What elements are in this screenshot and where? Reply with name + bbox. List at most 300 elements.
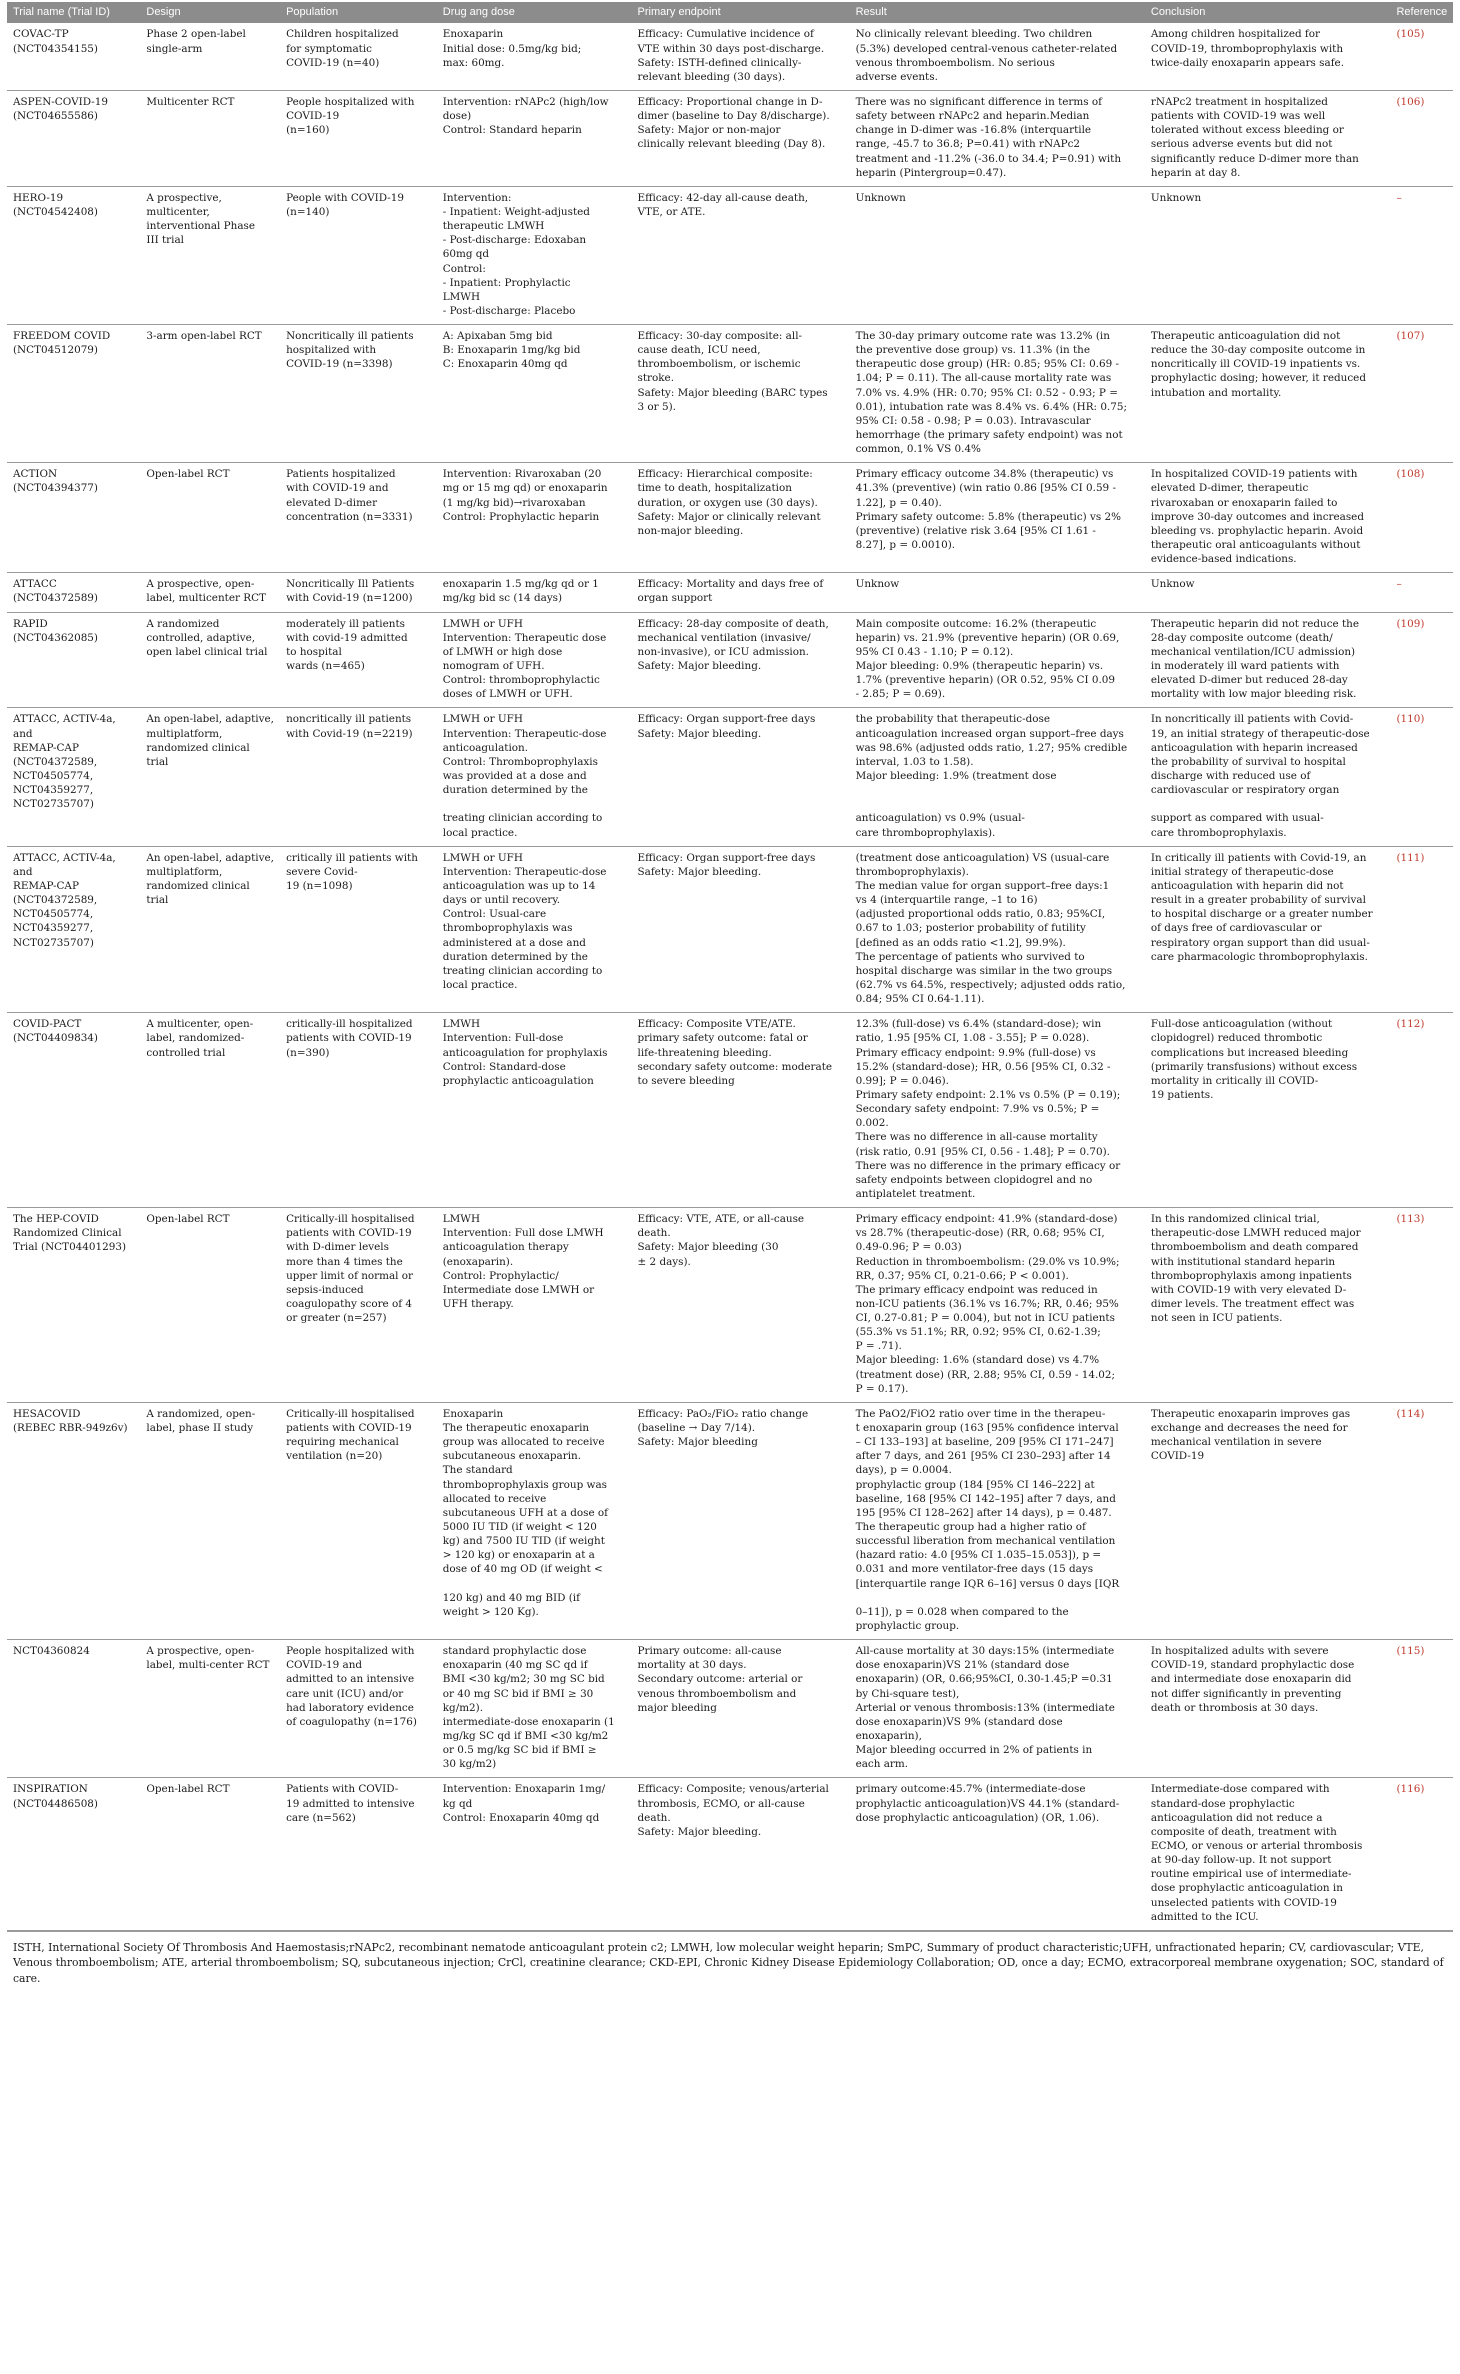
- cell-line: Safety: Major bleeding (BARC types: [637, 386, 828, 399]
- cell-line: 19 (n=1098): [286, 879, 353, 892]
- cell-line: interventional Phase: [146, 220, 256, 233]
- cell-line: intubation and mortality.: [1150, 386, 1282, 399]
- cell-line: (hazard ratio: 4.0 [95% CI 1.035–15.053]), p =: [855, 1549, 1102, 1562]
- cell-line: 19 admitted to intensive: [286, 1797, 415, 1810]
- cell-line: was 98.6% (adjusted odds ratio, 1.27; 95% credible: [855, 741, 1128, 754]
- cell-line: the probability of survival to hospital: [1150, 755, 1346, 768]
- cell-line: The standard: [442, 1464, 513, 1477]
- cell-line: Open-label RCT: [146, 1783, 230, 1796]
- cell-line: adverse events.: [855, 70, 938, 83]
- cell-line: 95% CI 0.43 - 1.10; P = 0.12).: [855, 645, 1014, 658]
- cell-line: severe Covid-: [286, 865, 358, 878]
- cell-line: subcutaneous enoxaparin.: [442, 1450, 582, 1463]
- cell-conclusion: [1145, 186, 1391, 324]
- cell-trial: [7, 1640, 140, 1778]
- cell-line: - Post-discharge: Placebo: [442, 304, 576, 317]
- cell-line: prophylactic dosing; however, it reduced: [1150, 372, 1366, 385]
- cell-design: [140, 186, 280, 324]
- cell-trial: [7, 1013, 140, 1208]
- cell-line: requiring mechanical: [286, 1436, 399, 1449]
- cell-line: LMWH: [442, 290, 481, 303]
- reference-link[interactable]: (108): [1390, 463, 1453, 573]
- cell-line: Control: Usual-care: [442, 908, 547, 921]
- cell-line: dose prophylactic anticoagulation) (OR, 1.06).: [855, 1811, 1100, 1824]
- cell-line: In critically ill patients with Covid-19, an: [1150, 851, 1367, 864]
- cell-trial: [7, 612, 140, 708]
- cell-line: label, randomized-: [146, 1032, 245, 1045]
- cell-line: Efficacy: Proportional change in D-: [637, 95, 823, 108]
- cell-line: UFH therapy.: [442, 1297, 514, 1310]
- cell-line: 0.031 and more ventilator-free days (15 days: [855, 1563, 1094, 1576]
- cell-line: noncritically ill patients: [286, 713, 412, 726]
- cell-line: Multicenter RCT: [146, 95, 235, 108]
- cell-line: Secondary safety endpoint: 7.9% vs 0.5%; P =: [855, 1103, 1100, 1116]
- cell-line: dose enoxaparin)VS 21% (standard dose: [855, 1659, 1070, 1672]
- cell-trial: [7, 325, 140, 463]
- cell-line: local practice.: [442, 978, 518, 991]
- cell-population: [280, 23, 437, 90]
- cell-line: anticoagulation) vs 0.9% (usual-: [855, 812, 1025, 825]
- cell-line: In hospitalized adults with severe: [1150, 1645, 1329, 1658]
- cell-line: Intervention: Full dose LMWH: [442, 1227, 604, 1240]
- reference-link[interactable]: (111): [1390, 846, 1453, 1013]
- cell-line: Trial (NCT04401293): [13, 1241, 127, 1254]
- table-row: [7, 1778, 1453, 1930]
- cell-line: (5.3%) developed central-venous catheter-related: [855, 42, 1118, 55]
- cell-endpoint: [632, 708, 850, 846]
- cell-line: Major bleeding: 0.9% (therapeutic heparin) vs.: [855, 660, 1104, 673]
- cell-line: 41.3% (preventive) (win ratio 0.86 [95% CI 0.59 -: [855, 482, 1116, 495]
- table-row: [7, 1013, 1453, 1208]
- reference-link[interactable]: (115): [1390, 1640, 1453, 1778]
- cell-line: 0.84; 95% CI 0.64-1.11).: [855, 993, 985, 1006]
- cell-line: 0.002.: [855, 1117, 889, 1130]
- cell-line: time to death, hospitalization: [637, 482, 792, 495]
- cell-line: Control: Thromboprophylaxis: [442, 755, 598, 768]
- cell-line: The 30-day primary outcome rate was 13.2% (in: [855, 330, 1110, 343]
- cell-line: t enoxaparin group (163 [95% confidence interval: [855, 1422, 1119, 1435]
- cell-drug: [437, 1402, 632, 1639]
- cell-line: dose): [442, 110, 472, 123]
- cell-line: ACTION (NCT04394377): [13, 468, 98, 495]
- cell-line: ASPEN-COVID-19: [13, 95, 108, 108]
- cell-line: rNAPc2 treatment in hospitalized: [1150, 95, 1328, 108]
- col-header-reference: Reference: [1390, 2, 1453, 23]
- cell-line: A: Apixaban 5mg bid: [442, 330, 553, 343]
- cell-line: (treatment dose anticoagulation) VS (usual-care: [855, 851, 1110, 864]
- table-body: [7, 23, 1453, 1930]
- cell-line: Safety: Major bleeding.: [637, 1825, 762, 1838]
- cell-line: therapeutic dose group) (HR: 0.85; 95% CI: 0.69 -: [855, 358, 1120, 371]
- cell-line: cause death, ICU need,: [637, 344, 761, 357]
- cell-line: Patients with COVID-: [286, 1783, 399, 1796]
- cell-line: 3 or 5).: [637, 400, 676, 413]
- cell-line: Major bleeding: 1.6% (standard dose) vs 4.7%: [855, 1354, 1100, 1367]
- cell-line: (n=160): [286, 124, 330, 137]
- cell-line: mg/kg bid sc (14 days): [442, 592, 563, 605]
- cell-line: There was no significant difference in terms of: [855, 95, 1102, 108]
- cell-line: Patients hospitalized: [286, 468, 396, 481]
- cell-line: each arm.: [855, 1758, 909, 1771]
- cell-drug: [437, 1778, 632, 1930]
- cell-line: improve 30-day outcomes and increased: [1150, 510, 1364, 523]
- reference-link[interactable]: (114): [1390, 1402, 1453, 1639]
- cell-population: [280, 1640, 437, 1778]
- reference-link[interactable]: (109): [1390, 612, 1453, 708]
- cell-result: [850, 23, 1145, 90]
- cell-line: NCT02735707): [13, 798, 94, 811]
- cell-line: at 90-day follow-up. It not support: [1150, 1854, 1332, 1867]
- cell-line: respiratory organ support than did usual-: [1150, 936, 1370, 949]
- cell-line: Main composite outcome: 16.2% (therapeutic: [855, 617, 1097, 630]
- cell-line: serious adverse events but did not: [1150, 138, 1333, 151]
- cell-line: Primary efficacy endpoint: 41.9% (standard-dose): [855, 1213, 1118, 1226]
- cell-line: Intervention: Therapeutic-dose: [442, 727, 607, 740]
- cell-line: safety between rNAPc2 and heparin.Median: [855, 110, 1090, 123]
- cell-line: 1.22], p = 0.40).: [855, 496, 942, 509]
- cell-line: Unknown: [1150, 191, 1202, 204]
- cell-line: randomized clinical trial: [146, 741, 250, 768]
- cell-line: allocated to receive: [442, 1492, 547, 1505]
- cell-line: complications but increased bleeding: [1150, 1046, 1349, 1059]
- cell-line: (62.7% vs 64.5%, respectively; adjusted odds ratio,: [855, 978, 1126, 991]
- cell-line: standard prophylactic dose: [442, 1645, 587, 1658]
- cell-line: thromboprophylaxis group was: [442, 1478, 607, 1491]
- cell-line: Noncritically Ill Patients: [286, 578, 415, 591]
- cell-line: patients with COVID-19: [286, 1032, 412, 1045]
- cell-line: intermediate-dose enoxaparin (1: [442, 1715, 615, 1728]
- cell-line: 7.0% vs. 4.9% (HR: 0.70; 95% CI: 0.52 - 0.93; P =: [855, 386, 1118, 399]
- cell-line: 95% CI: 0.58 - 0.98; P = 0.03). Intravascular: [855, 414, 1091, 427]
- cell-design: [140, 90, 280, 186]
- cell-line: Efficacy: Composite VTE/ATE.: [637, 1018, 796, 1031]
- cell-line: hemorrhage (the primary safety endpoint) was not: [855, 429, 1123, 442]
- cell-conclusion: [1145, 573, 1391, 612]
- table-row: [7, 1402, 1453, 1639]
- cell-line: secondary safety outcome: moderate: [637, 1060, 833, 1073]
- cell-drug: [437, 708, 632, 846]
- cell-line: administered at a dose and: [442, 936, 586, 949]
- cell-line: 8.27], p = 0.0010).: [855, 539, 956, 552]
- cell-line: for symptomatic: [286, 42, 372, 55]
- cell-line: Efficacy: 28-day composite of death,: [637, 617, 829, 630]
- cell-line: nomogram of UFH.: [442, 660, 545, 673]
- cell-line: duration determined by the: [442, 784, 588, 797]
- cell-line: noncritically ill COVID-19 inpatients vs.: [1150, 358, 1361, 371]
- col-header-conclusion: Conclusion: [1145, 2, 1391, 23]
- cell-line: Unknown: [855, 191, 906, 204]
- cell-line: admitted to an intensive: [286, 1673, 415, 1686]
- cell-line: ATTACC, ACTIV-4a, and: [13, 851, 116, 878]
- cell-line: thromboprophylaxis).: [855, 865, 969, 878]
- cell-line: Efficacy: Cumulative incidence of: [637, 28, 814, 41]
- footnote-line: thromboembolism; ATE, arterial thromboembolism; SQ, subcutaneous injection; CrCl, creatinine clearance; CKD-EPI, Chronic Kidney Disease Epidemiology Collaboration; OD, once a day; ECMO, extracorporeal membrane oxygenation; SOC, standard of care.: [13, 1956, 1444, 1986]
- col-header-endpoint: Primary endpoint: [632, 2, 850, 23]
- cell-line: initial strategy of therapeutic-dose: [1150, 865, 1334, 878]
- cell-line: safety endpoints between clopidogrel and no: [855, 1173, 1093, 1186]
- cell-line: prophylactic anticoagulation)VS 44.1% (standard-: [855, 1797, 1120, 1810]
- cell-line: COVID-PACT: [13, 1018, 82, 1031]
- reference-link[interactable]: (112): [1390, 1013, 1453, 1208]
- table-row: [7, 186, 1453, 324]
- cell-line: Unknow: [855, 578, 900, 591]
- cell-line: anticoagulation therapy: [442, 1241, 569, 1254]
- cell-line: kg qd: [442, 1797, 473, 1810]
- cell-line: common, 0.1% VS 0.4%: [855, 443, 981, 456]
- cell-line: Primary safety outcome: 5.8% (therapeutic) vs 2%: [855, 510, 1122, 523]
- reference-link[interactable]: (113): [1390, 1208, 1453, 1403]
- cell-line: enoxaparin 1.5 mg/kg qd or 1: [442, 578, 599, 591]
- cell-line: P = .71).: [855, 1340, 902, 1353]
- cell-result: [850, 1013, 1145, 1208]
- cell-line: Children hospitalized: [286, 28, 399, 41]
- cell-line: more than 4 times the: [286, 1255, 403, 1268]
- cell-line: mechanical ventilation in severe: [1150, 1436, 1322, 1449]
- cell-line: – CI 133–193] at baseline, 209 [95% CI 171–247]: [855, 1436, 1114, 1449]
- cell-line: Safety: Major bleeding.: [637, 660, 762, 673]
- cell-line: - Inpatient: Prophylactic: [442, 276, 571, 289]
- cell-line: (preventive) (relative risk 3.64 [95% CI 1.61 -: [855, 524, 1096, 537]
- cell-design: [140, 573, 280, 612]
- cell-line: Therapeutic heparin did not reduce the: [1150, 617, 1360, 630]
- cell-line: - Inpatient: Weight-adjusted: [442, 205, 590, 218]
- cell-line: Intervention: Rivaroxaban (20: [442, 468, 602, 481]
- cell-line: A randomized, open-: [146, 1407, 256, 1420]
- cell-line: upper limit of normal or: [286, 1269, 414, 1282]
- cell-line: non-major bleeding.: [637, 524, 744, 537]
- cell-line: randomized clinical trial: [146, 879, 250, 907]
- cell-line: mortality with low major bleeding risk.: [1150, 688, 1357, 701]
- cell-line: enoxaparin) (OR, 0.66;95%CI, 0.30-1.45;P =0.31: [855, 1673, 1113, 1686]
- cell-line: duration, or oxygen use (30 days).: [637, 496, 818, 509]
- cell-line: result in a greater probability of survival: [1150, 894, 1366, 907]
- cell-trial: [7, 1402, 140, 1639]
- cell-line: hospitalized with: [286, 344, 377, 357]
- cell-line: (REBEC RBR-949z6v): [13, 1422, 128, 1435]
- cell-line: LMWH or UFH: [442, 617, 523, 630]
- cell-line: thromboembolism, or ischemic: [637, 358, 801, 371]
- cell-conclusion: [1145, 612, 1391, 708]
- cell-line: A prospective, open-: [146, 1645, 255, 1658]
- cell-line: 19, an initial strategy of therapeutic-dose: [1150, 727, 1370, 740]
- cell-line: (55.3% vs 51.1%; RR, 0.92; 95% CI, 0.62-1.39;: [855, 1326, 1101, 1339]
- cell-line: Initial dose: 0.5mg/kg bid;: [442, 42, 582, 55]
- cell-line: NCT04359277,: [13, 922, 94, 935]
- cell-line: (n=390): [286, 1046, 330, 1059]
- cell-drug: [437, 463, 632, 573]
- cell-line: with COVID-19 and: [286, 482, 389, 495]
- cell-line: Efficacy: Composite; venous/arterial: [637, 1783, 829, 1796]
- cell-line: clopidogrel) reduced thrombotic: [1150, 1032, 1323, 1045]
- cell-line: ATTACC (NCT04372589): [13, 578, 98, 605]
- reference-link[interactable]: (110): [1390, 708, 1453, 846]
- cell-line: 0.67 to 1.03; posterior probability of futility: [855, 922, 1086, 935]
- cell-line: [856, 1591, 1139, 1605]
- cell-line: Efficacy: Hierarchical composite:: [637, 468, 813, 481]
- cell-line: Major bleeding occurred in 2% of patients in: [855, 1744, 1093, 1757]
- cell-drug: [437, 90, 632, 186]
- cell-line: [443, 1577, 626, 1591]
- cell-line: An open-label, adaptive,: [146, 851, 274, 864]
- cell-line: not differ significantly in preventing: [1150, 1687, 1342, 1700]
- cell-line: the probability that therapeutic-dose: [855, 713, 1051, 726]
- cell-line: twice-daily enoxaparin appears safe.: [1150, 56, 1344, 69]
- cell-line: Primary safety endpoint: 2.1% vs 0.5% (P = 0.19);: [855, 1088, 1121, 1101]
- cell-line: Intervention: Therapeutic dose: [442, 631, 607, 644]
- cell-line: days), p = 0.0004.: [855, 1464, 952, 1477]
- cell-line: dimer levels. The treatment effect was: [1150, 1297, 1355, 1310]
- cell-line: (primarily transfusions) without excess: [1150, 1060, 1358, 1073]
- table-footnote: [7, 1931, 1453, 1987]
- cell-drug: [437, 1013, 632, 1208]
- cell-line: doses of LMWH or UFH.: [442, 688, 573, 701]
- cell-design: [140, 1402, 280, 1639]
- cell-conclusion: [1145, 708, 1391, 846]
- cell-design: [140, 1013, 280, 1208]
- cell-drug: [437, 1208, 632, 1403]
- cell-line: 28-day composite outcome (death/: [1150, 631, 1333, 644]
- cell-line: BMI <30 kg/m2; 30 mg SC bid: [442, 1673, 605, 1686]
- cell-endpoint: [632, 1778, 850, 1930]
- cell-line: COVAC-TP: [13, 28, 69, 41]
- cell-line: A prospective, open-: [146, 578, 255, 591]
- cell-conclusion: [1145, 1402, 1391, 1639]
- cell-endpoint: [632, 612, 850, 708]
- cell-line: patients with COVID-19: [286, 1227, 412, 1240]
- cell-trial: [7, 463, 140, 573]
- cell-line: venous thromboembolism. No serious: [855, 56, 1055, 69]
- cell-line: (NCT04354155): [13, 42, 98, 55]
- cell-line: exchange and decreases the need for: [1150, 1422, 1348, 1435]
- cell-line: care (n=562): [286, 1811, 356, 1824]
- cell-line: anticoagulation.: [442, 741, 529, 754]
- cell-line: 0.01), intubation rate was 8.4% vs. 6.4% (HR: 0.75;: [855, 400, 1127, 413]
- cell-line: treating clinician according to: [442, 812, 603, 825]
- cell-line: care pharmacologic thromboprophylaxis.: [1150, 950, 1368, 963]
- reference-link[interactable]: (107): [1390, 325, 1453, 463]
- cell-conclusion: [1145, 463, 1391, 573]
- cell-line: heparin) vs. 21.9% (preventive heparin) (OR 0.69,: [855, 631, 1120, 644]
- cell-population: [280, 325, 437, 463]
- cell-line: (risk ratio, 0.91 [95% CI, 0.56 - 1.48]; P = 0.70).: [855, 1145, 1110, 1158]
- cell-line: LMWH or UFH: [442, 713, 523, 726]
- cell-line: COVID-19 and: [286, 1659, 363, 1672]
- cell-endpoint: [632, 1208, 850, 1403]
- cell-line: ECMO, or venous or arterial thrombosis: [1150, 1839, 1363, 1852]
- cell-trial: [7, 90, 140, 186]
- cell-line: ± 2 days).: [637, 1255, 691, 1268]
- cell-line: after 7 days, and 261 [95% CI 230–293] after 14: [855, 1450, 1111, 1463]
- cell-line: The HEP-COVID: [13, 1213, 99, 1226]
- cell-line: All-cause mortality at 30 days:15% (intermediate: [855, 1645, 1115, 1658]
- cell-line: (NCT04372589,: [13, 894, 98, 907]
- cell-line: VTE within 30 days post-discharge.: [637, 42, 825, 55]
- cell-result: [850, 1208, 1145, 1403]
- cell-line: tolerated without excess bleeding or: [1150, 124, 1344, 137]
- cell-line: [defined as an odds ratio <1.2], 99.9%).: [855, 936, 1066, 949]
- cell-line: mortality at 30 days.: [637, 1659, 747, 1672]
- cell-line: Intermediate-dose compared with: [1150, 1783, 1330, 1796]
- cell-line: mg or 15 mg qd) or enoxaparin: [442, 482, 608, 495]
- cell-line: major bleeding: [637, 1701, 717, 1714]
- cell-line: moderately ill patients: [286, 617, 405, 630]
- page: [7, 0, 1453, 1987]
- cell-line: interval, 1.03 to 1.58).: [855, 755, 974, 768]
- cell-line: Control: Prophylactic/: [442, 1269, 559, 1282]
- cell-trial: [7, 846, 140, 1013]
- cell-line: subcutaneous UFH at a dose of: [442, 1506, 609, 1519]
- cell-endpoint: [632, 846, 850, 1013]
- cell-conclusion: [1145, 1778, 1391, 1930]
- cell-conclusion: [1145, 846, 1391, 1013]
- cell-endpoint: [632, 325, 850, 463]
- cell-line: 0.49-0.96; P = 0.03): [855, 1241, 962, 1254]
- cell-line: RAPID (NCT04362085): [13, 617, 98, 644]
- cell-line: prophylactic group (184 [95% CI 146–222] at: [855, 1478, 1095, 1491]
- cell-drug: [437, 23, 632, 90]
- reference-link[interactable]: (106): [1390, 90, 1453, 186]
- cell-result: [850, 325, 1145, 463]
- cell-endpoint: [632, 1402, 850, 1639]
- cell-line: mechanical ventilation/ICU admission): [1150, 645, 1356, 658]
- cell-line: P = 0.17).: [855, 1382, 909, 1395]
- cell-line: An open-label, adaptive,: [146, 713, 274, 726]
- cell-line: controlled trial: [146, 1046, 226, 1059]
- cell-line: A randomized: [146, 617, 220, 630]
- cell-population: [280, 1013, 437, 1208]
- cell-population: [280, 612, 437, 708]
- cell-population: [280, 573, 437, 612]
- cell-line: life-threatening bleeding.: [637, 1046, 772, 1059]
- cell-line: Intermediate dose LMWH or: [442, 1283, 595, 1296]
- cell-line: Primary efficacy outcome 34.8% (therapeutic) vs: [855, 468, 1114, 481]
- cell-line: (NCT04512079): [13, 344, 98, 357]
- cell-line: Control: Enoxaparin 40mg qd: [442, 1811, 600, 1824]
- cell-line: reduce the 30-day composite outcome in: [1150, 344, 1366, 357]
- cell-line: local practice.: [442, 826, 518, 839]
- cell-line: Among children hospitalized for: [1150, 28, 1321, 41]
- cell-line: (NCT04542408): [13, 205, 98, 218]
- cell-line: dose of 40 mg OD (if weight <: [442, 1563, 603, 1576]
- cell-line: (1 mg/kg bid)→rivaroxaban: [442, 496, 586, 509]
- cell-line: No clinically relevant bleeding. Two children: [855, 28, 1093, 41]
- reference-link[interactable]: (116): [1390, 1778, 1453, 1930]
- cell-line: REMAP-CAP: [13, 879, 79, 892]
- cell-line: therapeutic-dose LMWH reduced major: [1150, 1227, 1361, 1240]
- cell-line: wards (n=465): [286, 660, 365, 673]
- cell-line: People with COVID-19: [286, 191, 404, 204]
- table-row: [7, 1640, 1453, 1778]
- cell-line: Unknow: [1150, 578, 1195, 591]
- cell-line: Efficacy: Organ support-free days: [637, 851, 816, 864]
- cell-line: Safety: Major bleeding.: [637, 727, 762, 740]
- cell-line: NCT04505774,: [13, 908, 94, 921]
- cell-line: or 40 mg SC bid if BMI ≥ 30: [442, 1687, 594, 1700]
- cell-line: venous thromboembolism and: [637, 1687, 797, 1700]
- cell-line: non-ICU patients (36.1% vs 16.7%; RR, 0.46; 95%: [855, 1297, 1119, 1310]
- reference-link: –: [1390, 186, 1453, 324]
- cell-line: Safety: Major bleeding: [637, 1436, 758, 1449]
- cell-line: was provided at a dose and: [442, 770, 587, 782]
- cell-line: heparin (Pintergroup=0.47).: [855, 166, 1007, 179]
- cell-line: People hospitalized with: [286, 95, 415, 108]
- cell-result: [850, 612, 1145, 708]
- cell-line: 0.99]; P = 0.046).: [855, 1074, 949, 1087]
- cell-result: [850, 186, 1145, 324]
- reference-link[interactable]: (105): [1390, 23, 1453, 90]
- cell-endpoint: [632, 1013, 850, 1208]
- cell-line: critically ill patients with: [286, 851, 418, 864]
